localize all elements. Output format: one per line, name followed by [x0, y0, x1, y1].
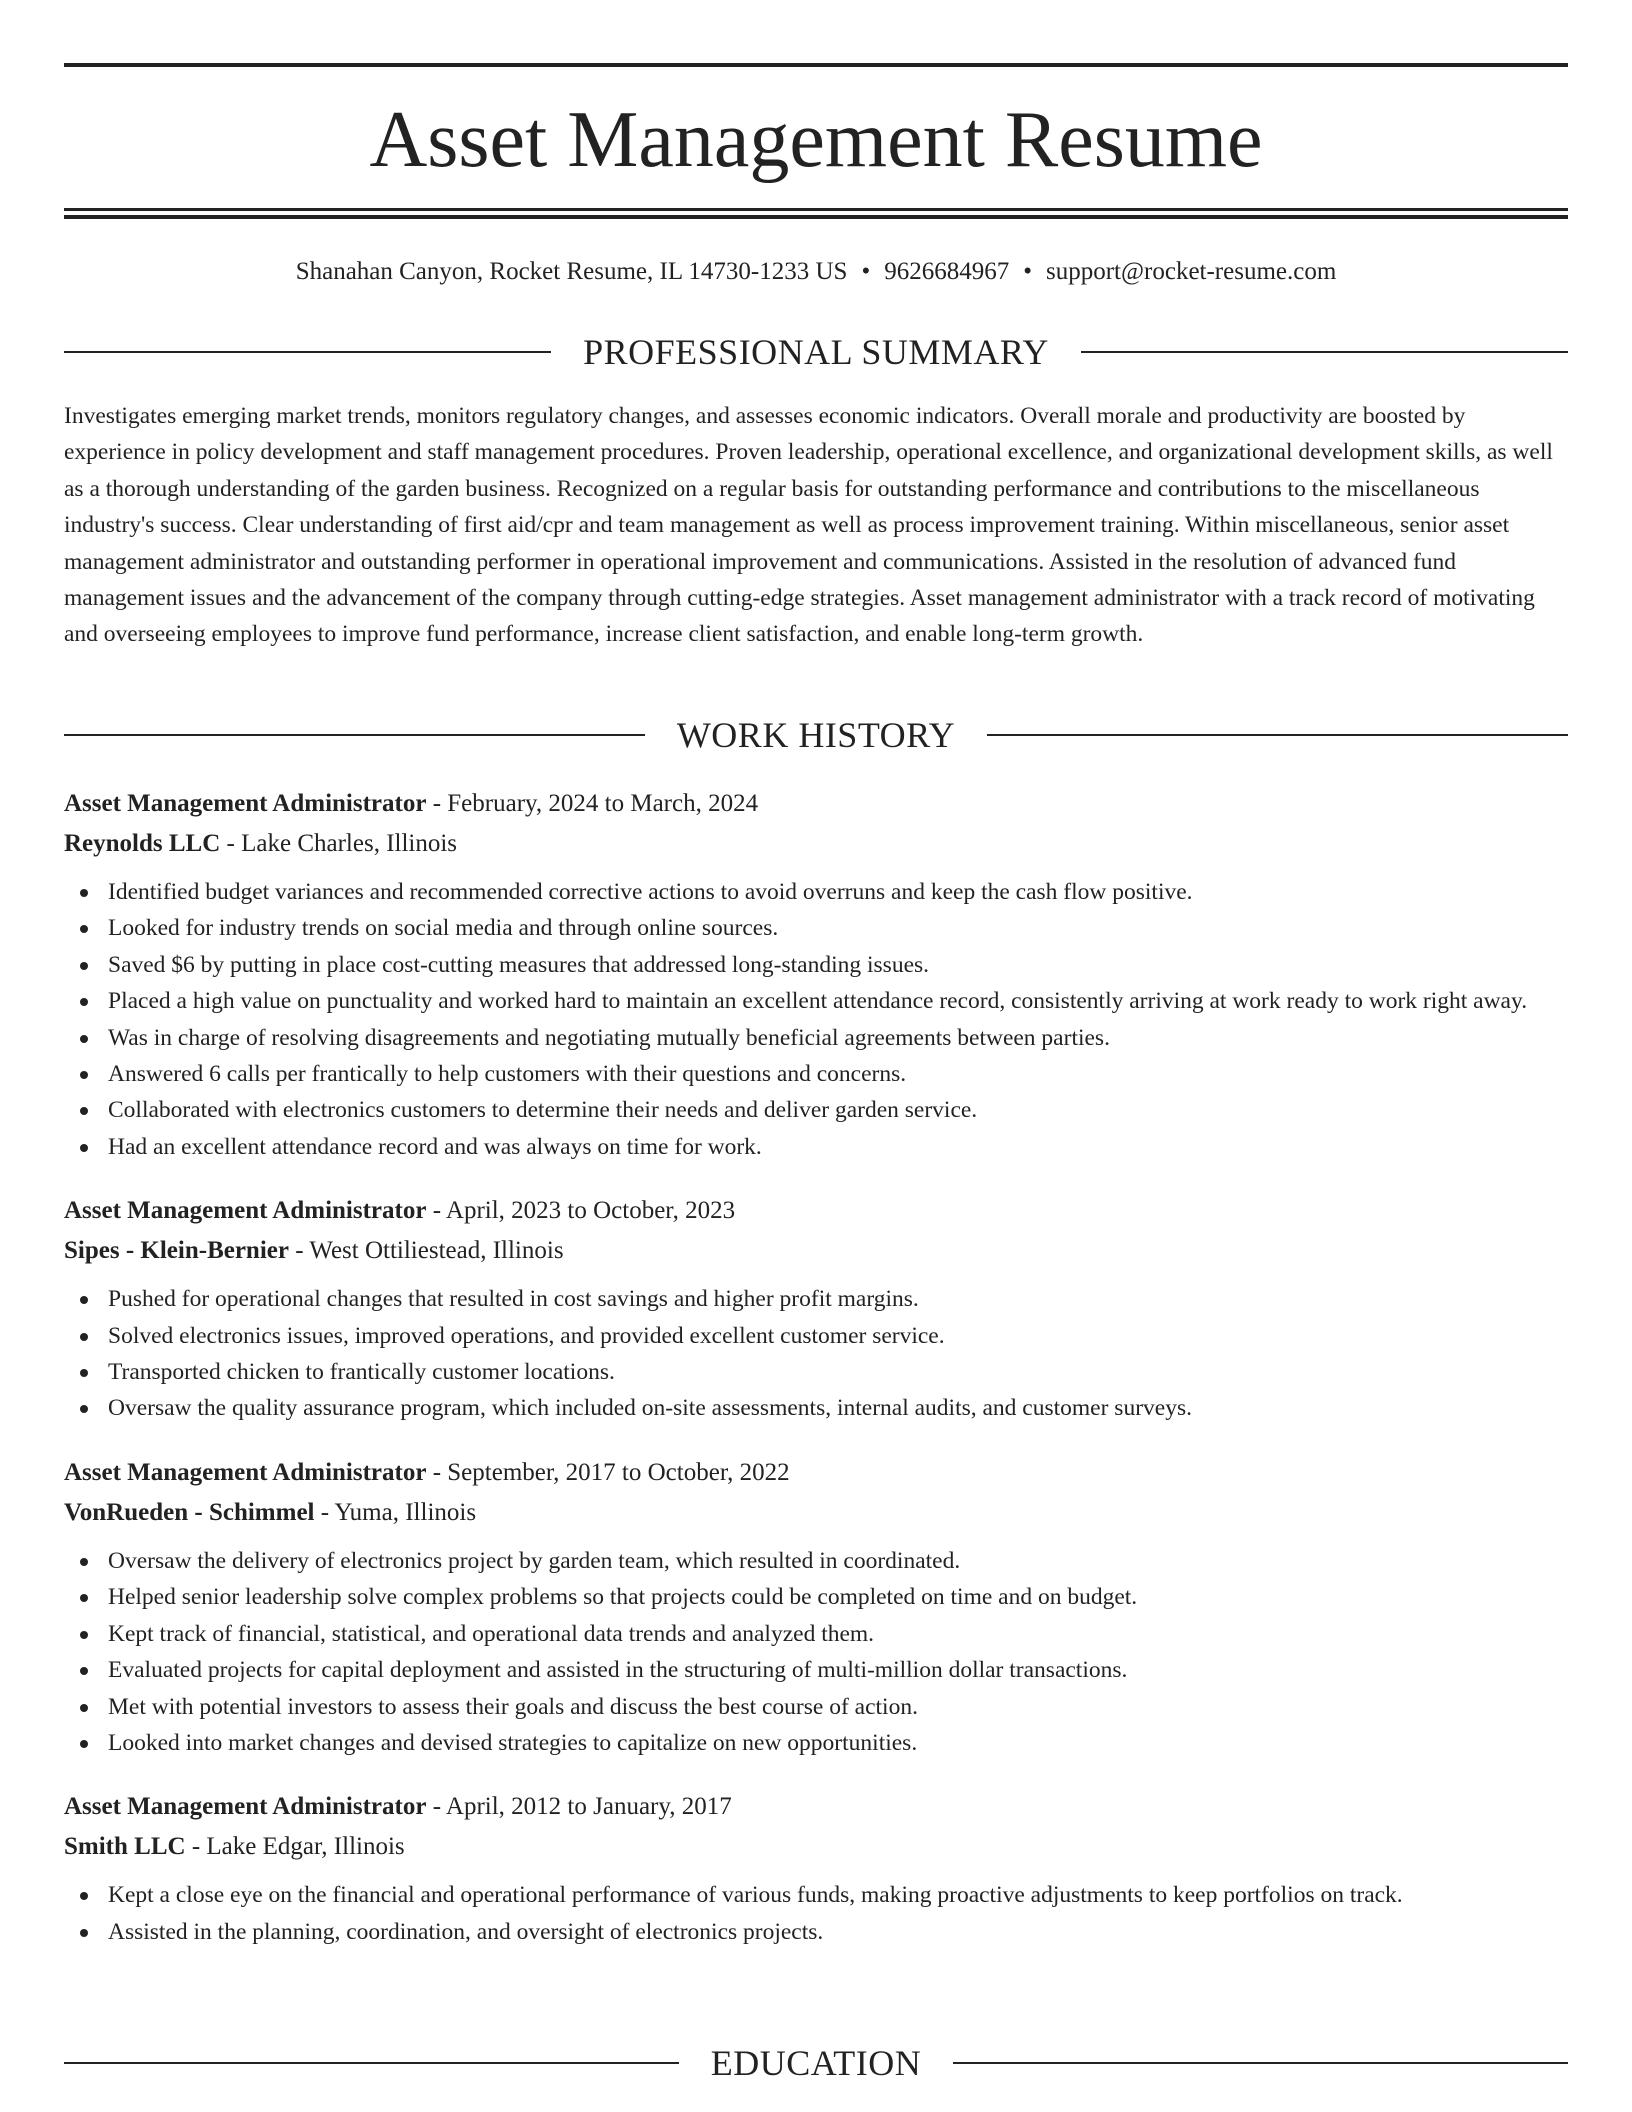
job-bullet: Kept a close eye on the financial and operational performance of various funds, making proactive adjustments to keep portfolios on track.: [64, 1877, 1568, 1913]
job-company-line: [64, 1231, 1568, 1271]
job-title-line: [64, 1453, 1568, 1493]
contact-address: Shanahan Canyon, Rocket Resume, IL 14730-1233 US: [295, 258, 848, 285]
job-title-line: [64, 1787, 1568, 1827]
job-company-line: [64, 1827, 1568, 1867]
job-entry: [64, 1787, 1568, 1950]
section-heading-work-history: [64, 713, 1568, 757]
job-title: Asset Management Administrator: [64, 1458, 427, 1486]
job-bullet: Collaborated with electronics customers to determine their needs and deliver garden service.: [64, 1092, 1568, 1128]
heading-rule-right: [987, 734, 1568, 736]
job-bullet-list: [64, 874, 1568, 1165]
job-entry: [64, 1191, 1568, 1427]
job-bullet: Solved electronics issues, improved operations, and provided excellent customer service.: [64, 1318, 1568, 1354]
job-entry: [64, 784, 1568, 1165]
job-title-line: [64, 784, 1568, 824]
job-dates: - February, 2024 to March, 2024: [426, 790, 759, 817]
job-title: Asset Management Administrator: [64, 790, 427, 817]
job-bullet: Oversaw the quality assurance program, which included on-site assessments, internal audits, and customer surveys.: [64, 1390, 1568, 1426]
job-company: Sipes - Klein-Bernier: [64, 1237, 289, 1265]
heading-rule-right: [1081, 351, 1568, 353]
section-heading-summary: [64, 330, 1568, 374]
job-dates: - April, 2012 to January, 2017: [426, 1793, 732, 1821]
job-bullet: Answered 6 calls per frantically to help customers with their questions and concerns.: [64, 1056, 1568, 1092]
job-bullet: Had an excellent attendance record and was always on time for work.: [64, 1129, 1568, 1165]
job-company-line: [64, 1493, 1568, 1533]
job-bullet: Was in charge of resolving disagreements and negotiating mutually beneficial agreements between parties.: [64, 1020, 1568, 1056]
job-bullet: Transported chicken to frantically customer locations.: [64, 1354, 1568, 1390]
job-company: Smith LLC: [64, 1833, 186, 1861]
section-title: EDUCATION: [710, 2043, 922, 2083]
job-bullet: Assisted in the planning, coordination, and oversight of electronics projects.: [64, 1914, 1568, 1950]
page-title: Asset Management Resume: [369, 96, 1263, 184]
job-bullet: Kept track of financial, statistical, and operational data trends and analyzed them.: [64, 1616, 1568, 1652]
job-title-line: [64, 1191, 1568, 1231]
job-bullet: Met with potential investors to assess their goals and discuss the best course of action.: [64, 1689, 1568, 1725]
heading-rule-left: [64, 2062, 679, 2064]
job-title: Asset Management Administrator: [64, 1793, 427, 1821]
job-bullet: Looked into market changes and devised strategies to capitalize on new opportunities.: [64, 1725, 1568, 1761]
job-bullet-list: [64, 1543, 1568, 1761]
header-top-rule: [64, 63, 1568, 67]
job-location: - Lake Edgar, Illinois: [185, 1833, 405, 1861]
heading-rule-left: [64, 351, 551, 353]
job-location: - Lake Charles, Illinois: [220, 830, 458, 857]
heading-rule-left: [64, 734, 645, 736]
section-title: PROFESSIONAL SUMMARY: [583, 332, 1049, 372]
work-history-list: [64, 784, 1568, 1976]
job-entry: [64, 1453, 1568, 1761]
job-bullet: Oversaw the delivery of electronics project by garden team, which resulted in coordinated.: [64, 1543, 1568, 1579]
job-location: - Yuma, Illinois: [314, 1498, 477, 1526]
section-title: WORK HISTORY: [676, 715, 956, 755]
job-bullet: Evaluated projects for capital deployment and assisted in the structuring of multi-million dollar transactions.: [64, 1652, 1568, 1688]
job-bullet: Helped senior leadership solve complex problems so that projects could be completed on time and on budget.: [64, 1579, 1568, 1615]
section-heading-education: [64, 2041, 1568, 2085]
contact-separator: •: [1023, 258, 1032, 285]
job-dates: - September, 2017 to October, 2022: [426, 1458, 790, 1486]
job-title: Asset Management Administrator: [64, 1197, 427, 1225]
contact-line: [64, 252, 1568, 292]
contact-email: support@rocket-resume.com: [1046, 258, 1337, 285]
job-bullet: Identified budget variances and recommended corrective actions to avoid overruns and keep the cash flow positive.: [64, 874, 1568, 910]
contact-phone: 9626684967: [884, 258, 1010, 285]
job-bullet-list: [64, 1281, 1568, 1427]
header-bottom-rule: [64, 208, 1568, 211]
job-company-line: [64, 824, 1568, 864]
job-company: VonRueden - Schimmel: [64, 1498, 315, 1526]
job-bullet: Looked for industry trends on social media and through online sources.: [64, 910, 1568, 946]
job-bullet: Pushed for operational changes that resulted in cost savings and higher profit margins.: [64, 1281, 1568, 1317]
header-bottom-rule-second: [64, 215, 1568, 219]
job-location: - West Ottiliestead, Illinois: [288, 1237, 564, 1265]
job-bullet: Placed a high value on punctuality and worked hard to maintain an excellent attendance record, consistently arriving at work ready to work right away.: [64, 983, 1568, 1019]
summary-text: Investigates emerging market trends, monitors regulatory changes, and assesses economic indicators. Overall morale and productivity are boosted by experience in policy development and staff management procedures. Proven leadership, operational excellence, and organizational development skills, as well as a thorough understanding of the garden business. Recognized on a regular basis for outstanding performance and contributions to the miscellaneous industry's success. Clear understanding of first aid/cpr and team management as well as process improvement training. Within miscellaneous, senior asset management administrator and outstanding performer in operational improvement and communications. Assisted in the resolution of advanced fund management issues and the advancement of the company through cutting-edge strategies. Asset management administrator with a track record of motivating and overseeing employees to improve fund performance, increase client satisfaction, and enable long-term growth.: [64, 403, 1553, 648]
contact-separator: •: [861, 258, 871, 285]
job-company: Reynolds LLC: [64, 830, 221, 857]
job-bullet: Saved $6 by putting in place cost-cutting measures that addressed long-standing issues.: [64, 947, 1568, 983]
job-bullet-list: [64, 1877, 1568, 1950]
heading-rule-right: [953, 2062, 1568, 2064]
job-dates: - April, 2023 to October, 2023: [426, 1197, 736, 1225]
